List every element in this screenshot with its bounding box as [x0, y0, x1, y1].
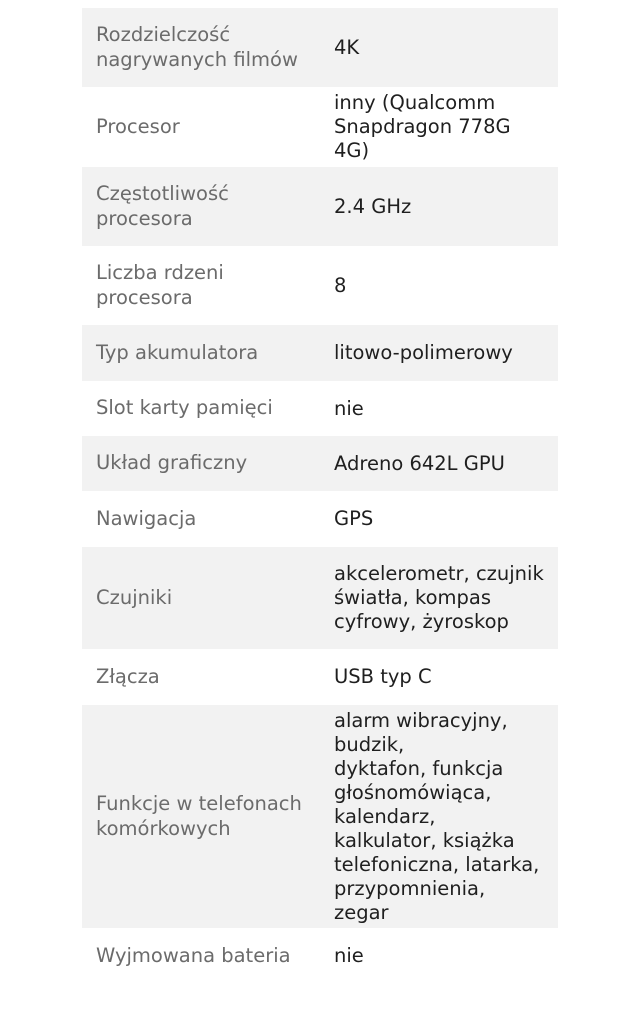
spec-row-video-resolution	[82, 8, 558, 87]
spec-row-removable-battery	[82, 928, 558, 984]
spec-label: Wyjmowana bateria	[96, 943, 291, 967]
spec-label: Procesor	[96, 114, 180, 138]
spec-label: Złącza	[96, 664, 160, 688]
spec-value: Adreno 642L GPU	[334, 451, 505, 475]
spec-label: Układ graficzny	[96, 451, 248, 475]
spec-value: GPS	[334, 507, 374, 530]
spec-row-gpu	[82, 436, 558, 491]
spec-row-cpu-cores	[82, 246, 558, 325]
spec-row-memory-card-slot	[82, 381, 558, 436]
spec-value: alarm wibracyjny, budzik, dyktafon, funkcja głośnomówiąca, kalendarz, kalkulator, książka telefoniczna, latarka, przypomnienia, zegar	[334, 708, 540, 924]
spec-value: 8	[334, 273, 347, 297]
spec-value: 4K	[334, 35, 360, 59]
spec-row-phone-functions	[82, 705, 558, 928]
spec-row-battery-type	[82, 325, 558, 381]
spec-label: Funkcje w telefonach komórkowych	[96, 792, 302, 840]
spec-row-sensors	[82, 547, 558, 649]
spec-label: Slot karty pamięci	[96, 396, 273, 420]
spec-value: USB typ C	[334, 665, 432, 688]
spec-value: 2.4 GHz	[334, 194, 412, 218]
specs-table	[82, 8, 558, 984]
spec-label: Nawigacja	[96, 506, 197, 530]
spec-row-processor	[82, 87, 558, 167]
spec-label: Typ akumulatora	[96, 340, 259, 364]
spec-label: Rozdzielczość nagrywanych filmów	[96, 23, 298, 71]
spec-row-cpu-frequency	[82, 167, 558, 246]
spec-value: nie	[334, 944, 364, 967]
spec-value: akcelerometr, czujnik światła, kompas cyfrowy, żyroskop	[334, 562, 544, 633]
spec-row-connectors	[82, 649, 558, 705]
spec-value: inny (Qualcomm Snapdragon 778G 4G)	[334, 91, 511, 162]
spec-label: Czujniki	[96, 585, 173, 609]
spec-row-navigation	[82, 491, 558, 547]
spec-value: litowo-polimerowy	[334, 341, 513, 364]
spec-label: Liczba rdzeni procesora	[96, 261, 224, 309]
spec-value: nie	[334, 396, 364, 420]
spec-label: Częstotliwość procesora	[96, 182, 229, 230]
